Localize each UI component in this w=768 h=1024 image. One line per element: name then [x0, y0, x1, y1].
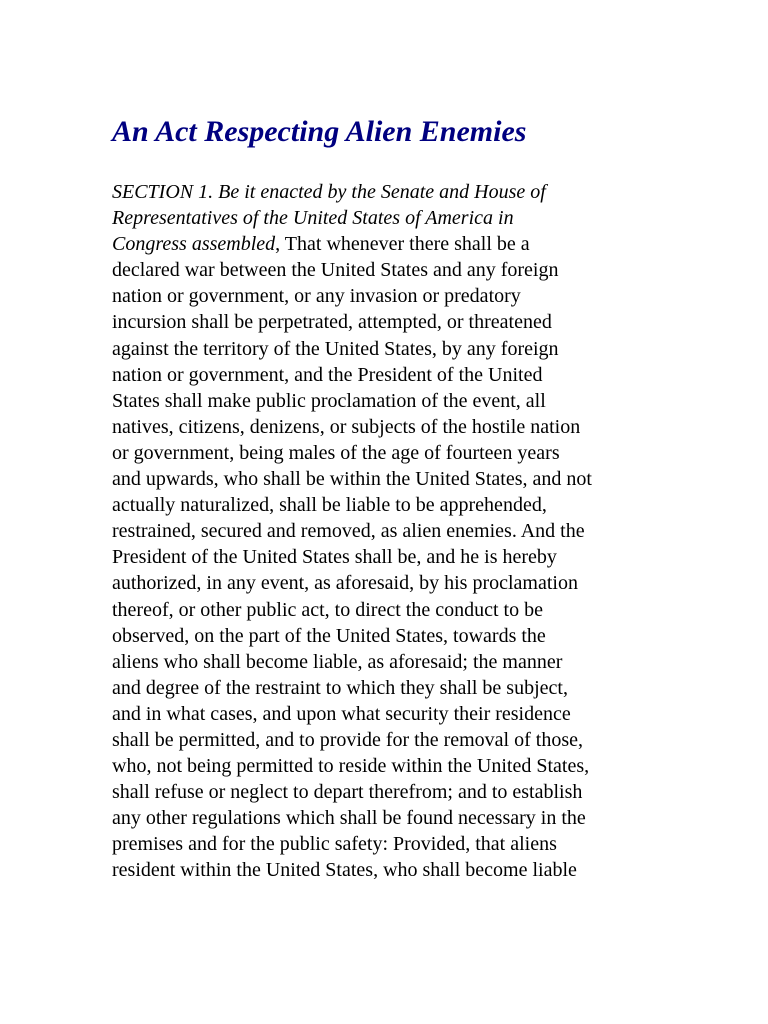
text-line: resident within the United States, who shall become liable: [112, 859, 577, 882]
text-line: shall refuse or neglect to depart therefrom; and to establish: [112, 781, 583, 804]
enacting-clause-line: SECTION 1. Be it enacted by the Senate and House of: [112, 181, 546, 203]
text-line: President of the United States shall be, and he is hereby: [112, 546, 557, 569]
text-line: States shall make public proclamation of the event, all: [112, 389, 546, 412]
text-line: or government, being males of the age of fourteen years: [112, 441, 560, 464]
text-line: incursion shall be perpetrated, attempted, or threatened: [112, 311, 552, 334]
text-line: nation or government, or any invasion or predatory: [112, 285, 521, 308]
text-line: observed, on the part of the United States, towards the: [112, 624, 546, 647]
text-line: thereof, or other public act, to direct the conduct to be: [112, 598, 543, 621]
text-line: any other regulations which shall be found necessary in the: [112, 807, 586, 830]
text-line: and upwards, who shall be within the United States, and not: [112, 468, 592, 491]
text-line: [112, 231, 652, 257]
text-line: natives, citizens, denizens, or subjects of the hostile nation: [112, 415, 581, 438]
text-line-continuation: , That whenever there shall be a: [275, 233, 530, 256]
text-line: who, not being permitted to reside within the United States,: [112, 755, 590, 778]
enacting-clause-end: Congress assembled: [112, 233, 276, 256]
text-line: aliens who shall become liable, as aforesaid; the manner: [112, 650, 563, 673]
text-line: actually naturalized, shall be liable to be apprehended,: [112, 494, 547, 517]
text-line: authorized, in any event, as aforesaid, by his proclamation: [112, 572, 578, 595]
text-line: shall be permitted, and to provide for the removal of those,: [112, 728, 583, 751]
text-line: against the territory of the United States, by any foreign: [112, 337, 559, 360]
text-line: nation or government, and the President of the United: [112, 363, 543, 386]
text-line: declared war between the United States and any foreign: [112, 259, 559, 282]
text-line: and degree of the restraint to which they shall be subject,: [112, 676, 568, 699]
text-line: premises and for the public safety: Provided, that aliens: [112, 833, 557, 856]
text-line: and in what cases, and upon what security their residence: [112, 702, 571, 725]
text-line: restrained, secured and removed, as alien enemies. And the: [112, 520, 585, 543]
section-1-paragraph: [112, 179, 652, 884]
enacting-clause-line: Representatives of the United States of America in: [112, 207, 514, 230]
document-title: An Act Respecting Alien Enemies: [112, 115, 527, 148]
